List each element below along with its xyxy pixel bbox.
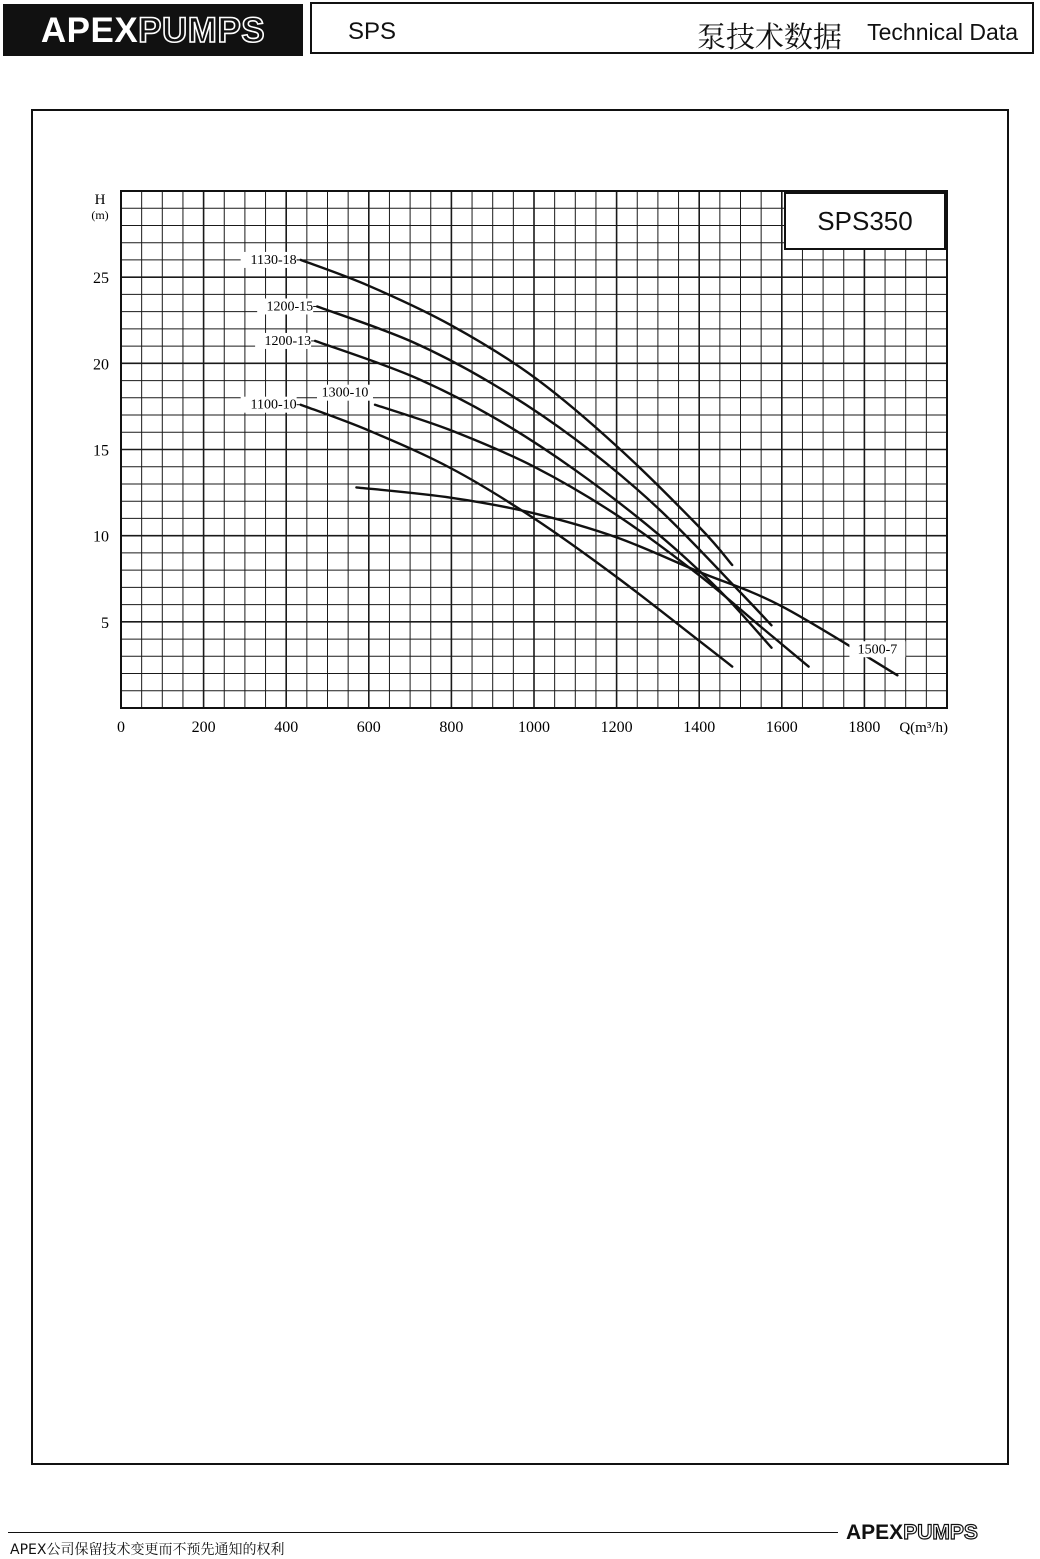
- chart-axes: [91, 192, 948, 736]
- logo-pumps: PUMPS: [138, 10, 266, 50]
- x-tick-label: 1400: [683, 719, 716, 736]
- y-tick-label: 5: [101, 614, 109, 632]
- x-tick-label: 1600: [765, 719, 798, 736]
- y-tick-label: 20: [93, 356, 109, 374]
- series-label: 1500-7: [857, 642, 898, 658]
- x-axis-label: Q(m³/h): [899, 720, 948, 736]
- x-tick-label: 200: [191, 719, 216, 736]
- logo-apex: APEX: [40, 10, 139, 50]
- series-name: SPS: [348, 18, 397, 45]
- x-tick-label: 1000: [518, 719, 550, 736]
- series-curve: [301, 260, 733, 565]
- footer-logo: [846, 1522, 978, 1543]
- series-curve: [356, 487, 897, 675]
- series-curve: [315, 341, 771, 648]
- y-axis-label: H: [94, 192, 106, 208]
- series-label: 1100-10: [250, 397, 297, 413]
- y-tick-label: 25: [93, 270, 109, 288]
- x-tick-label: 400: [274, 719, 299, 736]
- title-english: Technical Data: [867, 19, 1018, 45]
- chart-title: SPS350: [784, 192, 946, 250]
- x-tick-label: 800: [439, 719, 464, 736]
- x-tick-label: 1800: [848, 719, 881, 736]
- series-label: 1300-10: [321, 385, 369, 401]
- title-chinese: 泵技术数据: [696, 20, 842, 54]
- footer-disclaimer: APEX公司保留技术变更而不预先通知的权利: [10, 1542, 285, 1558]
- series-label: 1200-15: [266, 299, 314, 315]
- chart-series: [301, 260, 898, 675]
- footer-logo-apex: APEX: [846, 1521, 904, 1544]
- x-tick-label: 0: [117, 719, 125, 736]
- y-tick-label: 10: [93, 528, 109, 546]
- y-axis-unit: (m): [91, 208, 109, 222]
- y-tick-label: 15: [93, 442, 109, 460]
- footer-logo-pumps: PUMPS: [903, 1521, 978, 1544]
- series-label: 1130-18: [250, 252, 297, 268]
- footer-rule: [8, 1532, 838, 1533]
- series-label: 1200-13: [264, 333, 312, 349]
- series-labels: [241, 252, 906, 657]
- x-tick-label: 1200: [600, 719, 633, 736]
- x-tick-label: 600: [356, 719, 381, 736]
